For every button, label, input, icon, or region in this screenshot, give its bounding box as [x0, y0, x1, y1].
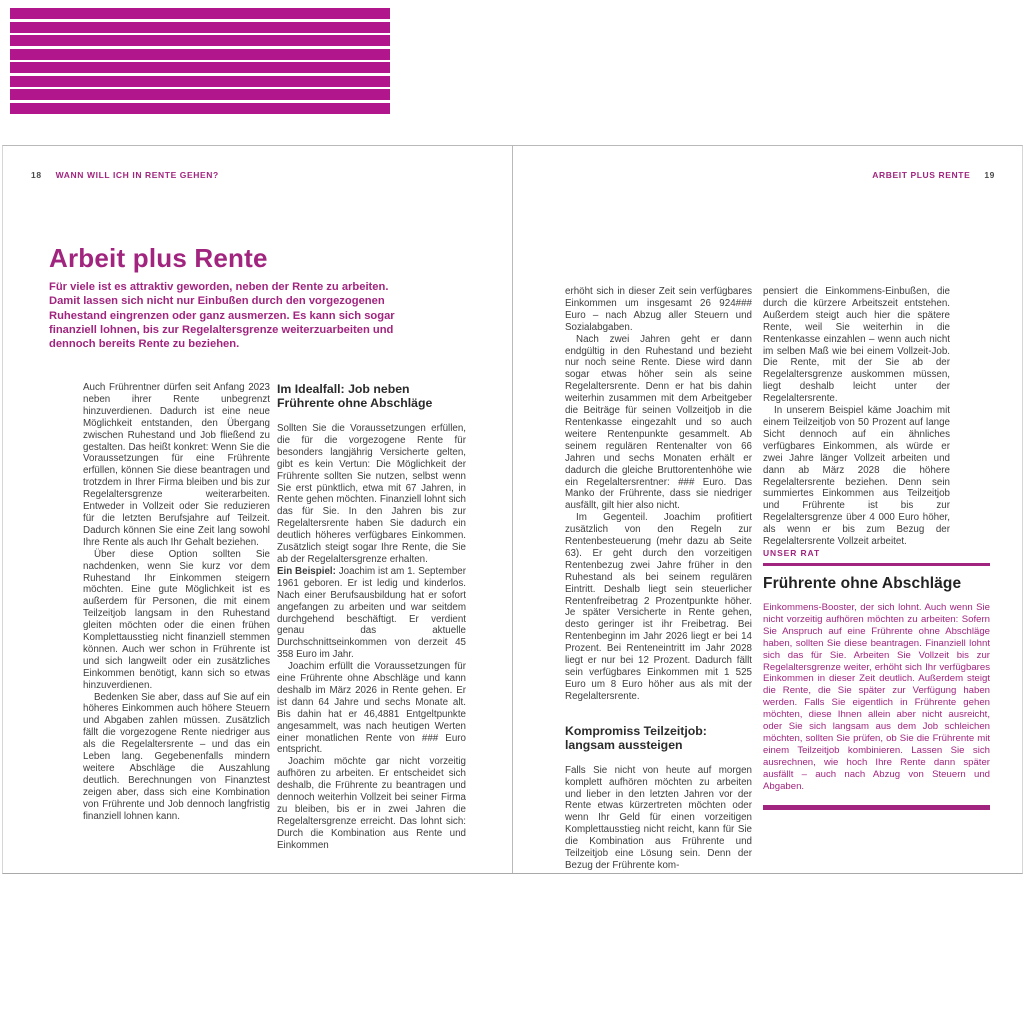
- paragraph: pensiert die Einkommens-Einbußen, die durch die kürzere Arbeitszeit entstehen. Außerdem steigt auch hier die spätere Rente, weil Sie weiterhin in die Rentenkasse einzahlen – wenn auch nicht im selben Maß wie bei einem Vollzeit-Job. Die Rente, mit der Sie ab der Regelaltersgrenze auskommen müssen, liegt deshalb leicht unter der Regelaltersrente.: [763, 286, 950, 405]
- right-page-column-1: [565, 286, 752, 872]
- paragraph: Falls Sie nicht von heute auf morgen komplett aufhören möchten zu arbeiten und lieber in den letzten Jahren vor der Rente etwas kürzertreten möchten oder wenn Ihr Geld für einen vorzeitigen Komplettausstieg nicht reicht, kann für Sie die Kombination aus Frührente und Teilzeitjob eine Lösung sein. Denn der Bezug der Frührente kom-: [565, 764, 752, 871]
- advice-box-title: Frührente ohne Abschläge: [763, 575, 962, 592]
- magenta-bars-decoration: [10, 8, 390, 114]
- decorative-bar: [10, 8, 390, 19]
- article-title: Arbeit plus Rente: [49, 243, 268, 274]
- left-page-column-2: [277, 382, 466, 852]
- paragraph: erhöht sich in dieser Zeit sein verfügbares Einkommen um insgesamt 26 924### Euro – nach Abzug aller Steuern und Sozialabgaben.: [565, 286, 752, 333]
- section-heading: Kompromiss Teilzeitjob: langsam aussteigen: [565, 723, 707, 752]
- running-head-left: [31, 170, 219, 180]
- paragraph: In unserem Beispiel käme Joachim mit einem Teilzeitjob von 50 Prozent auf lange Sicht dennoch auf ein ähnliches verfügbares Einkommen, als würde er zwei Jahre länger Vollzeit arbeiten und dann ab März 2028 die höhere Regelaltersrente beziehen. Denn sein summiertes Einkommen aus Teilzeitjob und Frührente ist bis zur Regelaltersgrenze über 4 000 Euro höher, als wenn er bis zum Bezug der Regelaltersrente Vollzeit arbeitet.: [763, 405, 950, 548]
- example-text: Joachim ist am 1. September 1961 geboren. Er ist ledig und kinderlos. Nach einer Berufsausbildung hat er sofort angefangen zu arbeiten und war seitdem durchgehend beschäftigt. Er verdient genau das aktuelle Durchschnittseinkommen von derzeit 45 358 Euro im Jahr.: [277, 565, 466, 661]
- paragraph: Joachim möchte gar nicht vorzeitig aufhören zu arbeiten. Er entscheidet sich deshalb, die Frührente zu beantragen und dennoch weiterhin Vollzeit bei seiner Firma zu bleiben, bis er in zwei Jahren die Regelaltersgrenze erreicht. Das lohnt sich: Durch die Kombination aus Rente und Einkommen: [277, 756, 466, 851]
- advice-box-top-rule: [763, 563, 990, 566]
- paragraph: Bedenken Sie aber, dass auf Sie auf ein höheres Einkommen auch höhere Steuern und Abgaben zahlen müssen. Zusätzlich fällt die vorgezogene Rente niedriger aus als die Regelaltersrente – und das ein Leben lang. Gegebenenfalls mindern weitere Abschläge die Auszahlung deutlich. Berechnungen von Finanztest zeigen aber, dass sich eine Kombination von Frührente und Job dennoch langfristig finanziell lohnen kann.: [83, 691, 270, 822]
- page-number-right: 19: [984, 170, 995, 180]
- advice-box-bottom-rule: [763, 805, 990, 810]
- example-label: Ein Beispiel:: [277, 565, 336, 577]
- paragraph: Über diese Option sollten Sie nachdenken, wenn Sie kurz vor dem Ruhestand Ihr Einkommen steigern möchten. Eine gute Möglichkeit ist es außerdem für Personen, die mit einem Teilzeitjob langsam in den Ruhestand gleiten möchten oder die einen frühen Komplettausstieg nicht finanziell stemmen können. Auch wer schon in Frührente ist und sich langweilt oder ein zusätzliches Einkommen benötigt, kann sich so etwas hinzuverdienen.: [83, 548, 270, 691]
- paragraph: Joachim erfüllt die Voraussetzungen für eine Frührente ohne Abschläge und kann deshalb im März 2026 in Rente gehen. Er ist dann 64 Jahre und sechs Monate alt. Bis dahin hat er 46,4881 Entgeltpunkte angesammelt, was nach heutigen Werten einer monatlichen Rente von ### Euro entspricht.: [277, 661, 466, 756]
- paragraph: Nach zwei Jahren geht er dann endgültig in den Ruhestand und bezieht nur noch seine Rente. Diese wird dann sogar etwas höher sein als seine Regelaltersrente. Denn er hat bis dahin weiterhin zusammen mit dem Arbeitgeber die Beiträge für seinen Vollzeitjob in die Rentenkasse eingezahlt und so auch weitere Rentenpunkte gesammelt. Ab seinem regulären Rentenalter von 66 Jahren und sechs Monaten erhält er dadurch die gleiche Bruttorentenhöhe wie ein Regelaltersrentner: ### Euro. Das Manko der Frührente, dass sie niedriger ausfällt, gilt hier also nicht.: [565, 333, 752, 512]
- paragraph: Sollten Sie die Voraussetzungen erfüllen, die für die vorgezogene Rente für besonders langjährig Versicherte gelten, gibt es kein Vertun: Die Möglichkeit der Frührente sollten Sie nutzen, selbst wenn Sie erst pünktlich, etwa mit 67 Jahren, in Rente gehen möchten. Finanziell lohnt sich das für Sie. In den Jahren bis zur Regelaltersrente haben Sie dadurch ein deutlich höheres verfügbares Einkommen. Zusätzlich steigt sogar Ihre Rente, die Sie ab der Regelaltersgrenze erhalten.: [277, 423, 466, 565]
- decorative-bar: [10, 22, 390, 33]
- article-intro: Für viele ist es attraktiv geworden, neben der Rente zu arbeiten. Damit lassen sich nicht nur Einbußen durch den vorgezogenen Ruhestand eingrenzen oder ganz ausmerzen. Es kann sich sogar finanziell lohnen, bis zur Regelaltersgrenze weiterzuarbeiten und dennoch bereits Rente zu beziehen.: [49, 281, 395, 351]
- section-heading: Im Idealfall: Job neben Frührente ohne Abschläge: [277, 382, 433, 410]
- right-page-column-2: [763, 286, 950, 548]
- paragraph: Im Gegenteil. Joachim profitiert zusätzlich von den Regeln zur Rentenbesteuerung (mehr dazu ab Seite 63). Er geht durch den vorzeitigen Rentenbezug zwei Jahre früher in den Ruhestand als bei seinem regulären Eintritt. Deshalb liegt sein steuerlicher Rentenfreibetrag 2 Prozentpunkte höher. Je später Versicherte in Rente gehen, desto geringer ist ihr Freibetrag. Bei Rentenbeginn im Jahr 2026 liegt er bei 14 Prozent. Bei Renteneintritt im Jahr 2028 liegt er nur bei 12 Prozent. Dadurch fällt sein verfügbares Einkommen mit 1 525 Euro um 8 Euro höher aus als mit der Regelaltersrente.: [565, 512, 752, 702]
- decorative-bar: [10, 89, 390, 100]
- advice-box-kicker: UNSER RAT: [763, 548, 821, 558]
- chapter-title-left: WANN WILL ICH IN RENTE GEHEN?: [55, 170, 219, 180]
- paragraph: Auch Frührentner dürfen seit Anfang 2023 neben ihrer Rente unbegrenzt hinzuverdienen. Dadurch ist eine neue Möglichkeit entstanden, den Übergang zwischen Ruhestand und Job fließend zu gestalten. Das heißt konkret: Wenn Sie die Voraussetzungen für eine Frührente erfüllen, können Sie diese beantragen und trotzdem in Ihrer Firma bleiben und bis zur Regelaltersgrenze weiterarbeiten. Entweder in Vollzeit oder Sie reduzieren für die letzten Berufsjahre auf Teilzeit. Dadurch können Sie eine Zeit lang sowohl Ihre Rente als auch Ihr Gehalt beziehen.: [83, 382, 270, 548]
- page-spread: [2, 145, 1023, 874]
- advice-box: [763, 548, 990, 810]
- advice-box-body: Einkommens-Booster, der sich lohnt. Auch wenn Sie nicht vorzeitig aufhören möchten zu arbeiten: Sofern Sie Anspruch auf eine Frührente ohne Abschläge haben, sollten Sie diese beantragen. Finanziell lohnt sich das für Sie. Arbeiten Sie Vollzeit bis zur Regelaltersgrenze weiter, erhöht sich Ihr verfügbares Einkommen in dieser Zeit deutlich. Außerdem steigt die Rente, die Sie später zur Verfügung haben werden. Falls Sie eigentlich in Frührente gehen möchten, diese Ihnen allein aber nicht ausreicht, oder Sie sich langsam aus dem Job schleichen möchten, sollten Sie prüfen, ob Sie die Frührente mit einem Teilzeitjob kombinieren. Lassen Sie sich ausrechnen, wie hoch Ihre Rente dann später ausfällt – auch nach Abzug von Steuern und Abgaben.: [763, 602, 990, 792]
- chapter-title-right: ARBEIT PLUS RENTE: [872, 170, 971, 180]
- decorative-bar: [10, 103, 390, 114]
- decorative-bar: [10, 49, 390, 60]
- decorative-bar: [10, 76, 390, 87]
- left-page-column-1: [83, 382, 270, 823]
- page-number-left: 18: [31, 170, 42, 180]
- page-divider: [512, 146, 513, 873]
- running-head-right: [872, 170, 995, 180]
- decorative-bar: [10, 62, 390, 73]
- paragraph: [277, 566, 466, 661]
- decorative-bar: [10, 35, 390, 46]
